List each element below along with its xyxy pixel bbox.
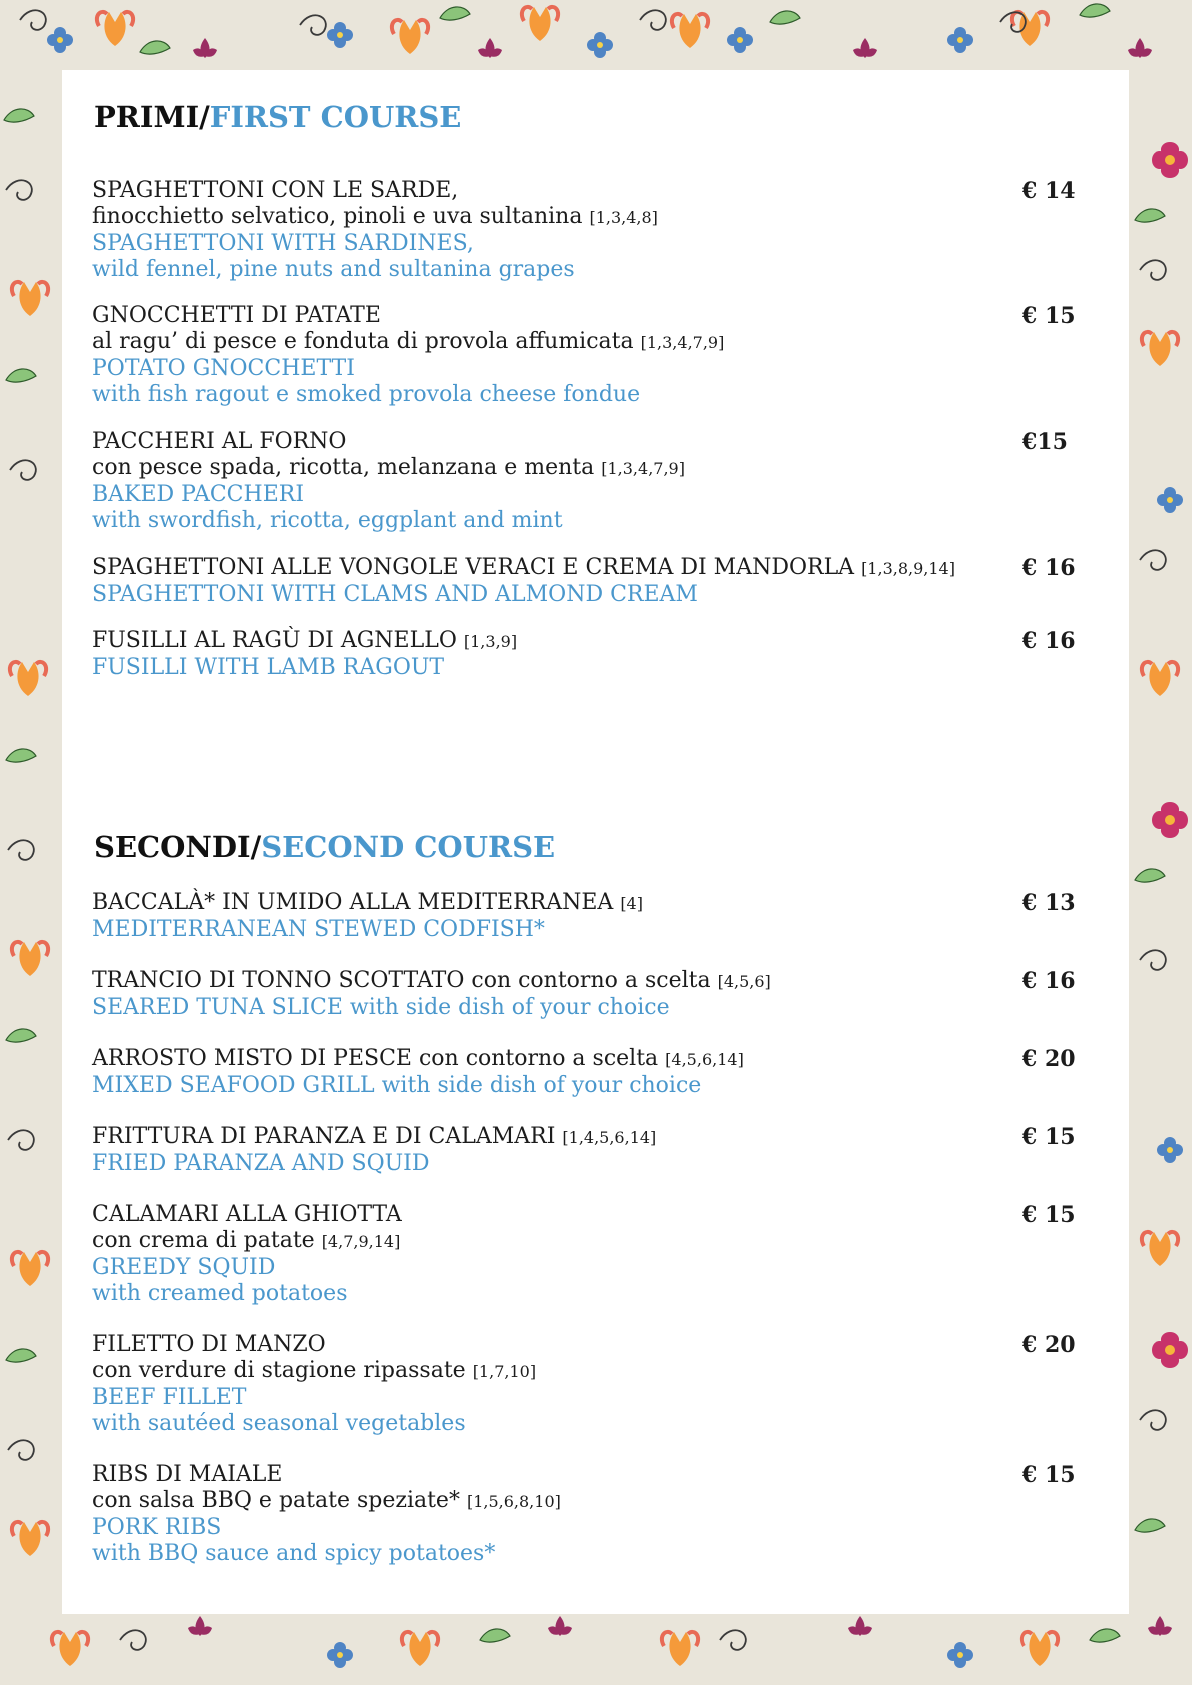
dish-name-english: MIXED SEAFOOD GRILL with side dish of your choice	[92, 1073, 702, 1098]
allergen-codes: [1,3,4,7,9]	[601, 459, 685, 478]
dish-description-english: with fish ragout e smoked provola cheese fondue	[92, 382, 641, 407]
dish-name-english: GREEDY SQUID	[92, 1255, 276, 1280]
dish-name-italian: RIBS DI MAIALE	[92, 1462, 283, 1487]
dish-name-italian: PACCHERI AL FORNO	[92, 429, 347, 454]
menu-item-ribs	[92, 1462, 1112, 1567]
dish-name-english: BAKED PACCHERI	[92, 482, 305, 507]
section-title-english: FIRST COURSE	[209, 100, 462, 134]
dish-name-english: POTATO GNOCCHETTI	[92, 356, 355, 381]
menu-item-fusilli	[92, 628, 1112, 681]
menu-item-spaghettoni-vongole	[92, 555, 1112, 608]
menu-item-paccheri	[92, 429, 1112, 534]
dish-price: € 15	[1022, 1202, 1076, 1228]
dish-name-english: MEDITERRANEAN STEWED CODFISH*	[92, 917, 545, 942]
section-title-second-course	[94, 830, 555, 864]
dish-name-italian: CALAMARI ALLA GHIOTTA	[92, 1202, 402, 1227]
dish-price: € 16	[1022, 968, 1076, 994]
dish-name-italian: FILETTO DI MANZO	[92, 1332, 326, 1357]
menu-item-gnocchetti	[92, 303, 1112, 408]
menu-item-frittura	[92, 1124, 1112, 1177]
menu-item-calamari	[92, 1202, 1112, 1307]
menu-item-baccala	[92, 890, 1112, 943]
allergen-codes: [1,3,9]	[463, 632, 518, 651]
dish-name-italian: TRANCIO DI TONNO SCOTTATO con contorno a scelta [4,5,6]	[92, 968, 771, 993]
section-title-first-course	[94, 100, 461, 134]
dish-description-italian: con salsa BBQ e patate speziate* [1,5,6,8,10]	[92, 1488, 561, 1513]
dish-name-english: SPAGHETTONI WITH SARDINES,	[92, 231, 474, 256]
allergen-codes: [1,4,5,6,14]	[562, 1128, 657, 1147]
section-title-italian: PRIMI/	[94, 100, 210, 134]
dish-name-english: PORK RIBS	[92, 1515, 222, 1540]
dish-description-italian: al ragu’ di pesce e fonduta di provola affumicata [1,3,4,7,9]	[92, 329, 725, 354]
dish-name-italian: FRITTURA DI PARANZA E DI CALAMARI [1,4,5,6,14]	[92, 1124, 657, 1149]
allergen-codes: [1,7,10]	[472, 1362, 537, 1381]
dish-price: € 15	[1022, 1462, 1076, 1488]
dish-description-italian: con crema di patate [4,7,9,14]	[92, 1228, 401, 1253]
dish-description-english: wild fennel, pine nuts and sultanina grapes	[92, 257, 575, 282]
dish-price: € 16	[1022, 555, 1076, 581]
dish-name-english: FRIED PARANZA AND SQUID	[92, 1151, 430, 1176]
dish-name-english: SEARED TUNA SLICE with side dish of your choice	[92, 995, 670, 1020]
dish-description-english: with swordfish, ricotta, eggplant and mint	[92, 508, 563, 533]
dish-description-italian: con verdure di stagione ripassate [1,7,10]	[92, 1358, 537, 1383]
menu-item-filetto	[92, 1332, 1112, 1437]
section-title-english: SECOND COURSE	[261, 830, 556, 864]
dish-name-italian: SPAGHETTONI ALLE VONGOLE VERACI E CREMA DI MANDORLA [1,3,8,9,14]	[92, 555, 955, 580]
dish-name-english: BEEF FILLET	[92, 1385, 247, 1410]
dish-name-italian: FUSILLI AL RAGÙ DI AGNELLO [1,3,9]	[92, 628, 518, 653]
allergen-codes: [1,5,6,8,10]	[466, 1492, 561, 1511]
menu-item-arrosto-misto	[92, 1046, 1112, 1099]
dish-name-italian: BACCALÀ* IN UMIDO ALLA MEDITERRANEA [4]	[92, 890, 643, 915]
allergen-codes: [4,7,9,14]	[321, 1232, 401, 1251]
dish-name-italian: SPAGHETTONI CON LE SARDE,	[92, 178, 459, 203]
dish-name-italian: ARROSTO MISTO DI PESCE con contorno a scelta [4,5,6,14]	[92, 1046, 744, 1071]
dish-price: € 15	[1022, 303, 1076, 329]
allergen-codes: [4]	[620, 894, 643, 913]
dish-name-italian: GNOCCHETTI DI PATATE	[92, 303, 381, 328]
menu-panel	[62, 70, 1129, 1614]
allergen-codes: [1,3,4,7,9]	[640, 333, 725, 352]
dish-name-english: FUSILLI WITH LAMB RAGOUT	[92, 655, 445, 680]
allergen-codes: [1,3,8,9,14]	[861, 559, 955, 578]
allergen-codes: [1,3,4,8]	[589, 208, 658, 227]
dish-price: € 15	[1022, 1124, 1076, 1150]
dish-description-italian: finocchietto selvatico, pinoli e uva sultanina [1,3,4,8]	[92, 204, 658, 229]
dish-price: € 20	[1022, 1046, 1076, 1072]
menu-item-tonno	[92, 968, 1112, 1021]
dish-description-english: with creamed potatoes	[92, 1281, 348, 1306]
dish-price: € 16	[1022, 628, 1076, 654]
dish-name-english: SPAGHETTONI WITH CLAMS AND ALMOND CREAM	[92, 582, 698, 607]
menu-item-spaghettoni-sarde	[92, 178, 1112, 283]
dish-price: € 14	[1022, 178, 1076, 204]
dish-price: €15	[1022, 429, 1068, 455]
section-title-italian: SECONDI/	[94, 830, 262, 864]
allergen-codes: [4,5,6]	[717, 972, 771, 991]
dish-price: € 13	[1022, 890, 1076, 916]
dish-price: € 20	[1022, 1332, 1076, 1358]
dish-description-english: with BBQ sauce and spicy potatoes*	[92, 1541, 496, 1566]
dish-description-italian: con pesce spada, ricotta, melanzana e menta [1,3,4,7,9]	[92, 455, 685, 480]
allergen-codes: [4,5,6,14]	[665, 1050, 744, 1069]
dish-description-english: with sautéed seasonal vegetables	[92, 1411, 466, 1436]
